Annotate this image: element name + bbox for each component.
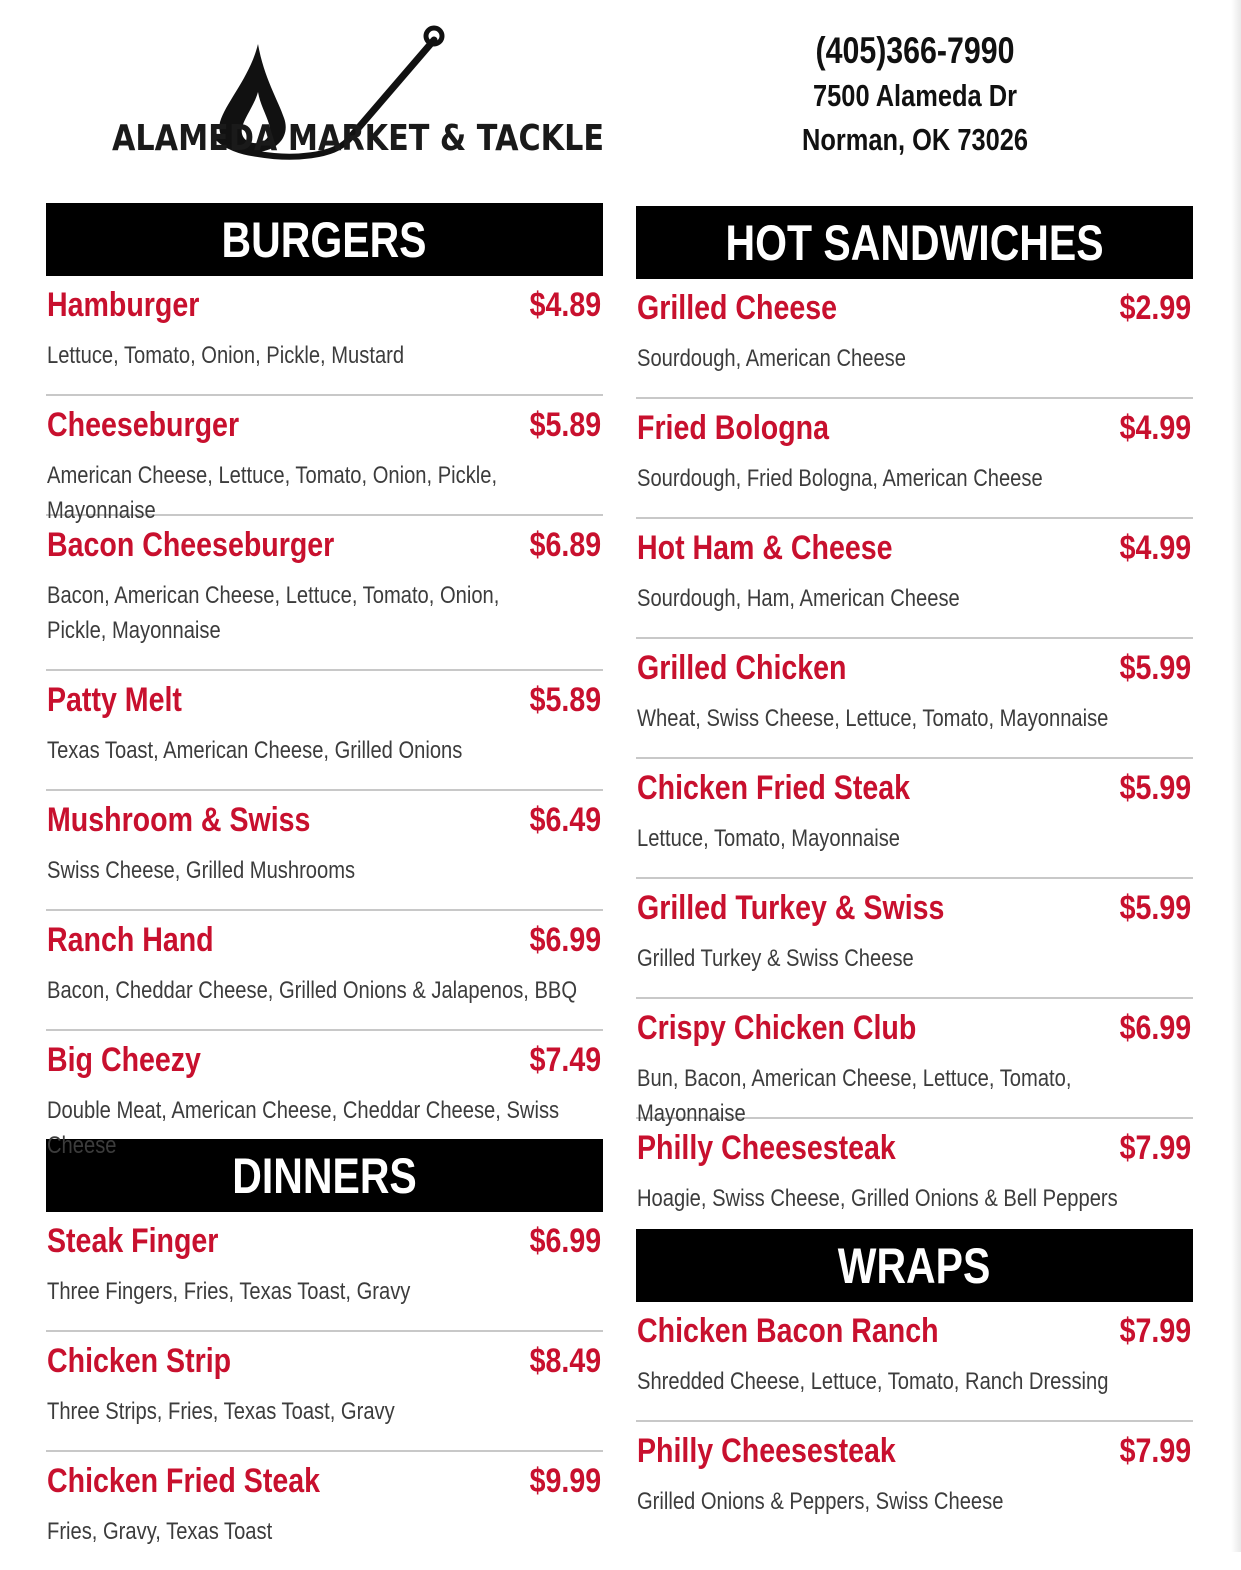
item-description: Lettuce, Tomato, Onion, Pickle, Mustard [47, 342, 405, 369]
item-description: Bacon, Cheddar Cheese, Grilled Onions & Jalapenos, BBQ [47, 977, 578, 1004]
item-name: Ranch Hand [47, 921, 214, 959]
menu-item [46, 516, 603, 671]
item-price: $5.99 [1119, 649, 1191, 687]
menu-item [636, 519, 1193, 639]
page-edge-shadow [1231, 0, 1241, 1552]
item-price: $7.99 [1119, 1129, 1191, 1167]
item-description: Swiss Cheese, Grilled Mushrooms [47, 857, 356, 884]
item-name: Mushroom & Swiss [47, 801, 311, 839]
item-description: Fries, Gravy, Texas Toast [47, 1518, 273, 1545]
item-price: $6.49 [529, 801, 601, 839]
item-price: $6.89 [529, 526, 601, 564]
menu-item [46, 1212, 603, 1332]
item-description: Grilled Onions & Peppers, Swiss Cheese [637, 1488, 1004, 1515]
item-name: Chicken Strip [47, 1342, 232, 1380]
item-name: Grilled Cheese [637, 289, 838, 327]
item-name: Hamburger [47, 286, 200, 324]
item-description: Bacon, American Cheese, Lettuce, Tomato, Onion, Pickle, Mayonnaise [47, 582, 500, 644]
item-description: Shredded Cheese, Lettuce, Tomato, Ranch Dressing [637, 1368, 1109, 1395]
item-name: Fried Bologna [637, 409, 829, 447]
item-description: Sourdough, American Cheese [637, 345, 906, 372]
menu-item [46, 396, 603, 524]
item-price: $7.99 [1119, 1312, 1191, 1350]
section-header-wraps [636, 1229, 1193, 1302]
item-description: Lettuce, Tomato, Mayonnaise [637, 825, 900, 852]
menu-item [636, 999, 1193, 1127]
menu-item [636, 1119, 1193, 1229]
item-description: Three Strips, Fries, Texas Toast, Gravy [47, 1398, 395, 1425]
item-name: Crispy Chicken Club [637, 1009, 917, 1047]
item-price: $7.99 [1119, 1432, 1191, 1470]
item-name: Grilled Turkey & Swiss [637, 889, 945, 927]
item-description: Three Fingers, Fries, Texas Toast, Gravy [47, 1278, 411, 1305]
item-description: Sourdough, Fried Bologna, American Cheese [637, 465, 1043, 492]
menu-item [636, 639, 1193, 759]
item-description: Texas Toast, American Cheese, Grilled Onions [47, 737, 463, 764]
item-name: Cheeseburger [47, 406, 240, 444]
item-price: $5.89 [529, 406, 601, 444]
item-price: $6.99 [529, 921, 601, 959]
item-price: $4.99 [1119, 409, 1191, 447]
item-price: $5.89 [529, 681, 601, 719]
item-price: $4.89 [529, 286, 601, 324]
menu-item [636, 1302, 1193, 1422]
section-title: BURGERS [221, 211, 428, 268]
section-header-hot-sandwiches [636, 206, 1193, 279]
menu-item [636, 879, 1193, 999]
left-column [46, 203, 603, 1570]
item-price: $5.99 [1119, 769, 1191, 807]
item-name: Grilled Chicken [637, 649, 847, 687]
address-line-1: 7500 Alameda Dr [813, 78, 1017, 113]
item-name: Steak Finger [47, 1222, 219, 1260]
item-price: $2.99 [1119, 289, 1191, 327]
item-description: Sourdough, Ham, American Cheese [637, 585, 960, 612]
item-name: Patty Melt [47, 681, 182, 719]
item-name: Philly Cheesesteak [637, 1129, 896, 1167]
item-name: Big Cheezy [47, 1041, 201, 1079]
item-price: $6.99 [1119, 1009, 1191, 1047]
item-name: Chicken Bacon Ranch [637, 1312, 939, 1350]
section-title: WRAPS [838, 1237, 991, 1294]
item-description: Wheat, Swiss Cheese, Lettuce, Tomato, Mayonnaise [637, 705, 1109, 732]
item-description: American Cheese, Lettuce, Tomato, Onion, Pickle, Mayonnaise [47, 462, 498, 524]
menu-item [636, 1422, 1193, 1540]
menu-item [46, 911, 603, 1031]
menu-item [46, 671, 603, 791]
item-price: $6.99 [529, 1222, 601, 1260]
phone-number[interactable]: (405)366-7990 [815, 30, 1015, 71]
address-line-2: Norman, OK 73026 [801, 122, 1029, 157]
menu-item [46, 791, 603, 911]
section-title: DINNERS [232, 1147, 417, 1204]
item-description: Grilled Turkey & Swiss Cheese [637, 945, 914, 972]
menu-item [636, 399, 1193, 519]
menu-item [636, 279, 1193, 399]
menu-item [636, 759, 1193, 879]
right-column [636, 206, 1193, 1540]
contact-info [760, 28, 1070, 162]
item-price: $4.99 [1119, 529, 1191, 567]
menu-item [46, 1332, 603, 1452]
item-name: Chicken Fried Steak [637, 769, 911, 807]
store-logo [108, 22, 605, 162]
item-description: Hoagie, Swiss Cheese, Grilled Onions & Bell Peppers [637, 1185, 1118, 1212]
item-price: $9.99 [529, 1462, 601, 1500]
item-price: $5.99 [1119, 889, 1191, 927]
item-description: Double Meat, American Cheese, Cheddar Cheese, Swiss Cheese [47, 1097, 560, 1159]
section-header-burgers [46, 203, 603, 276]
menu-item [46, 1031, 603, 1159]
item-name: Chicken Fried Steak [47, 1462, 321, 1500]
item-price: $8.49 [529, 1342, 601, 1380]
item-name: Hot Ham & Cheese [637, 529, 893, 567]
item-description: Bun, Bacon, American Cheese, Lettuce, Tomato, Mayonnaise [637, 1065, 1072, 1127]
item-name: Philly Cheesesteak [637, 1432, 896, 1470]
section-title: HOT SANDWICHES [725, 214, 1104, 271]
item-name: Bacon Cheeseburger [47, 526, 335, 564]
menu-item [46, 276, 603, 396]
menu-item [46, 1452, 603, 1570]
item-price: $7.49 [529, 1041, 601, 1079]
logo-text: ALAMEDA MARKET & TACKLE [112, 118, 605, 159]
